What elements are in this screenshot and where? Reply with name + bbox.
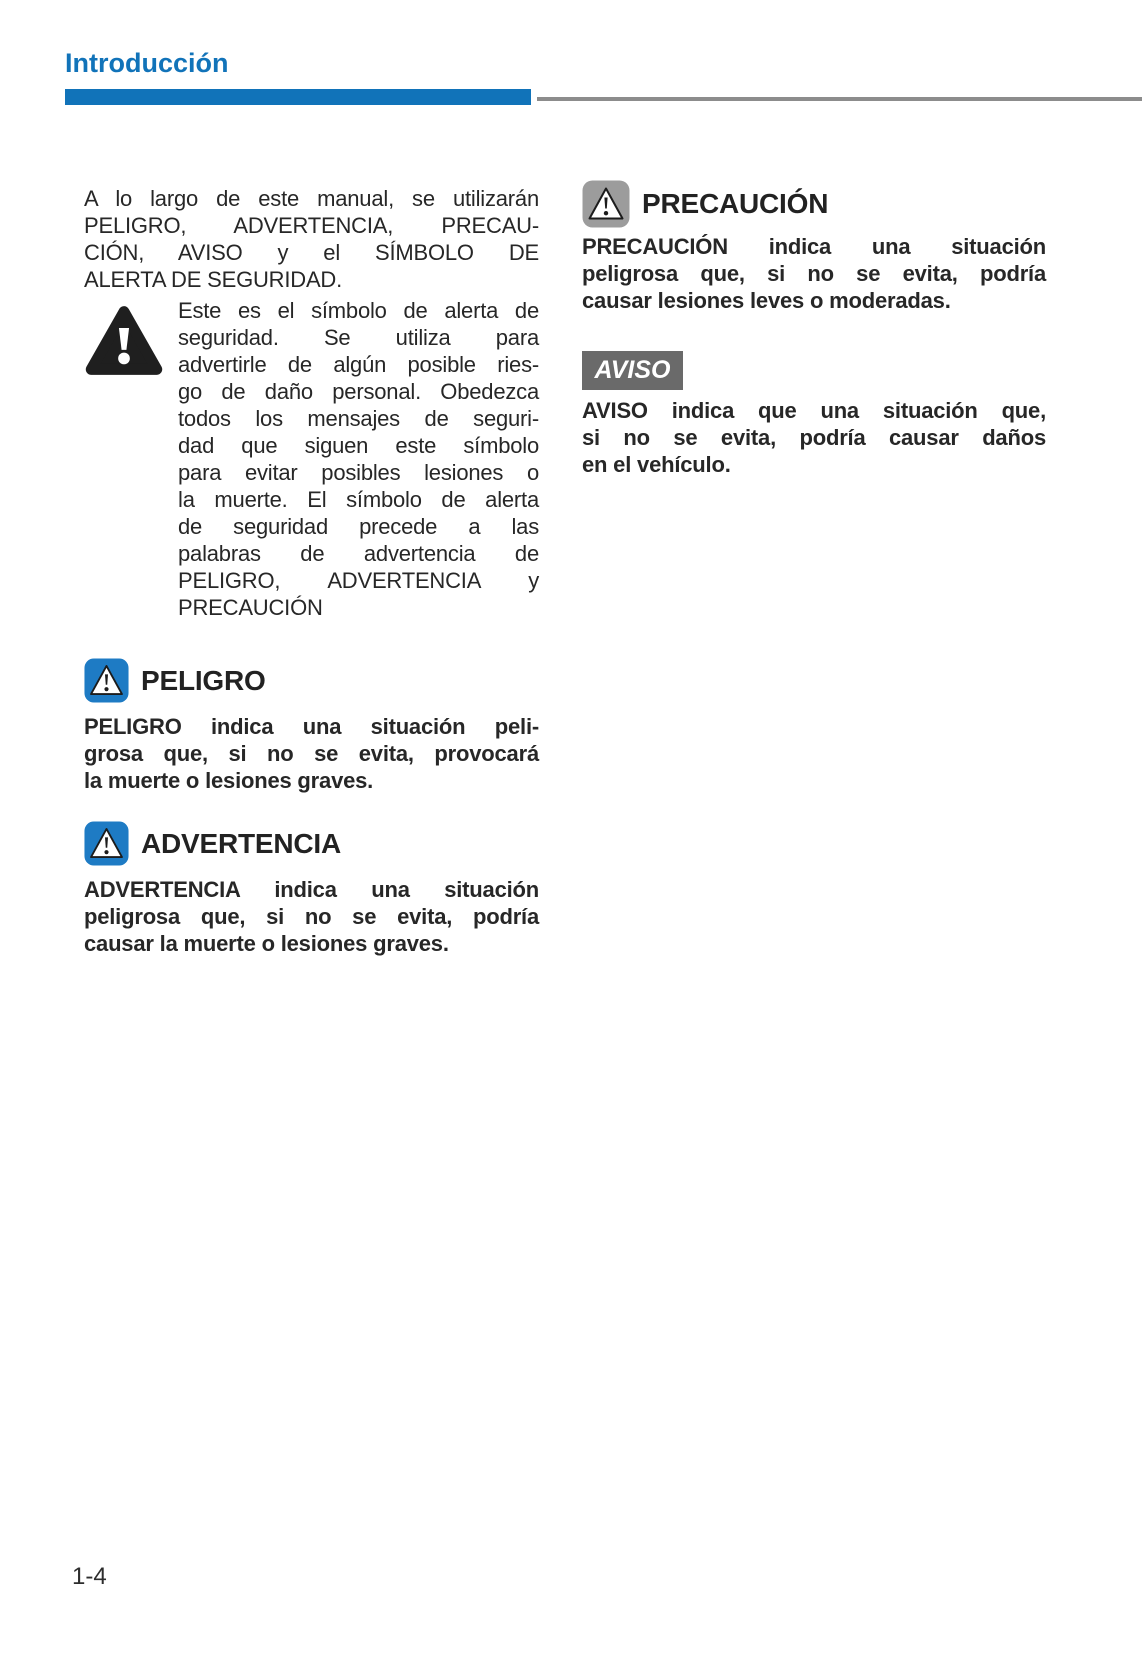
danger-heading [84,658,266,703]
text-line: causar la muerte o lesiones graves. [84,931,449,956]
text-line: Este es el símbolo de alerta de [178,298,539,323]
safety-symbol-paragraph [178,297,539,621]
intro-paragraph [84,185,539,293]
warning-warning-triangle-icon [84,821,129,866]
text-line: causar lesiones leves o moderadas. [582,288,951,313]
notice-label: AVISO [594,356,671,384]
text-line: grosa que, si no se evita, provocará [84,741,539,766]
text-line: CIÓN, AVISO y el SÍMBOLO DE [84,240,539,265]
text-line: en el vehículo. [582,452,731,477]
danger-title: PELIGRO [141,664,266,696]
chapter-title-bar [65,89,531,105]
safety-alert-triangle-icon [85,303,163,378]
caution-title: PRECAUCIÓN [642,188,829,219]
text-line: A lo largo de este manual, se utilizarán [84,186,539,211]
notice-label-box [582,351,683,390]
text-line: PELIGRO indica una situación peli- [84,714,539,739]
text-line: AVISO indica que una situación que, [582,398,1046,423]
notice-body [582,397,1046,478]
danger-body [84,713,539,794]
text-line: seguridad. Se utiliza para [178,325,539,350]
text-line: go de daño personal. Obedezca [178,379,539,404]
text-line: palabras de advertencia de [178,541,539,566]
caution-heading [582,180,828,228]
text-line: para evitar posibles lesiones o [178,460,539,485]
text-line: PRECAUCIÓN indica una situación [582,234,1046,259]
text-line: la muerte o lesiones graves. [84,768,374,793]
text-line: advertirle de algún posible ries- [178,352,539,377]
text-line: la muerte. El símbolo de alerta [178,487,539,512]
text-line: si no se evita, podría causar daños [582,425,1046,450]
text-line: todos los mensajes de seguri- [178,406,539,431]
warning-title: ADVERTENCIA [141,827,342,859]
text-line: de seguridad precede a las [178,514,539,539]
text-line: PELIGRO, ADVERTENCIA y [178,568,539,593]
danger-warning-triangle-icon [84,658,129,703]
caution-warning-triangle-icon [582,180,630,228]
chapter-title: Introducción [65,48,229,78]
text-line: ADVERTENCIA indica una situación [84,877,539,902]
header-rule [537,97,1142,101]
caution-body [582,233,1046,314]
warning-heading [84,821,341,866]
page-number: 1-4 [72,1563,107,1590]
text-line: PRECAUCIÓN [178,595,323,620]
text-line: ALERTA DE SEGURIDAD. [84,267,343,292]
warning-body [84,876,539,957]
text-line: dad que siguen este símbolo [178,433,539,458]
text-line: peligrosa que, si no se evita, podría [582,261,1046,286]
text-line: peligrosa que, si no se evita, podría [84,904,539,929]
text-line: PELIGRO, ADVERTENCIA, PRECAU- [84,213,539,238]
